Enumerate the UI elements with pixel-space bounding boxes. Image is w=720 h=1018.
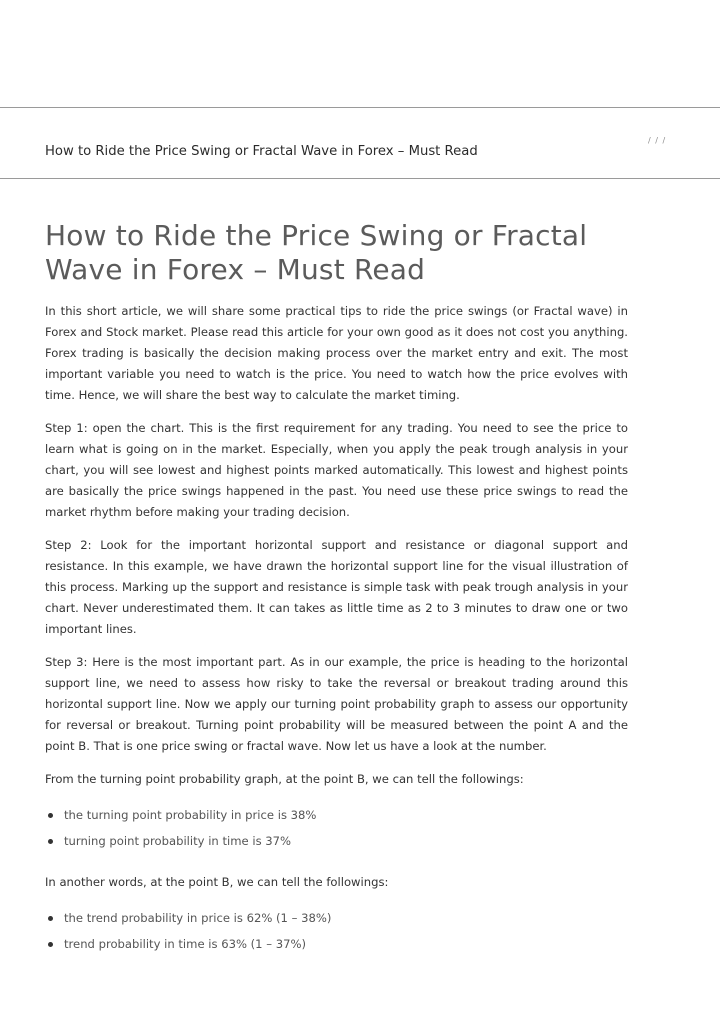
step2-paragraph: Step 2: Look for the important horizontal support and resistance or diagonal support and resistance. In this example, we have drawn the horizontal support line for the visual illustration of this process. Marking up the support and resistance is simple task with peak trough analysis in your chart. Never underestimated them. It can takes as little time as 2 to 3 minutes to draw one or two important lines.	[45, 538, 628, 636]
step3-paragraph: Step 3: Here is the most important part. As in our example, the price is heading to the horizontal support line, we need to assess how risky to take the reversal or breakout trading around this horizontal support line. Now we apply our turning point probability graph to assess our opportunity for reversal or breakout. Turning point probability will be measured between the point A and the point B. That is one price swing or fractal wave. Now let us have a look at the number.	[45, 655, 628, 753]
bullet-icon	[48, 839, 53, 844]
list-item-text: the turning point probability in price is 38%	[64, 808, 317, 822]
bullet-icon	[48, 813, 53, 818]
list-item	[45, 931, 628, 957]
list-item	[45, 828, 628, 854]
header-title[interactable]: How to Ride the Price Swing or Fractal Wave in Forex – Must Read	[45, 144, 478, 159]
bullet-icon	[48, 942, 53, 947]
article-title: How to Ride the Price Swing or Fractal Wave in Forex – Must Read	[45, 219, 588, 286]
turning-point-list	[45, 802, 628, 854]
another-words-paragraph: In another words, at the point B, we can tell the followings:	[45, 875, 389, 889]
intro-paragraph: In this short article, we will share some practical tips to ride the price swings (or Fractal wave) in Forex and Stock market. Please read this article for your own good as it does not cost you anything. Forex trading is basically the decision making process over the market entry and exit. The most important variable you need to watch is the price. You need to watch how the price evolves with time. Hence, we will share the best way to calculate the market timing.	[45, 304, 628, 402]
article-body	[45, 219, 628, 975]
list-item-text: turning point probability in time is 37%	[64, 834, 292, 848]
bullet-icon	[48, 916, 53, 921]
list-item-text: the trend probability in price is 62% (1 – 38%)	[64, 911, 332, 925]
list-item	[45, 905, 628, 931]
step1-paragraph: Step 1: open the chart. This is the first requirement for any trading. You need to see the price to learn what is going on in the market. Especially, when you apply the peak trough analysis in your chart, you will see lowest and highest points marked automatically. This lowest and highest points are basically the price swings happened in the past. You need use these price swings to read the market rhythm before making your trading decision.	[45, 421, 628, 519]
page-header	[0, 107, 720, 179]
followings-paragraph: From the turning point probability graph, at the point B, we can tell the followings:	[45, 772, 524, 786]
list-item	[45, 802, 628, 828]
header-meta: / / /	[648, 136, 667, 145]
list-item-text: trend probability in time is 63% (1 – 37%)	[64, 937, 307, 951]
trend-probability-list	[45, 905, 628, 957]
